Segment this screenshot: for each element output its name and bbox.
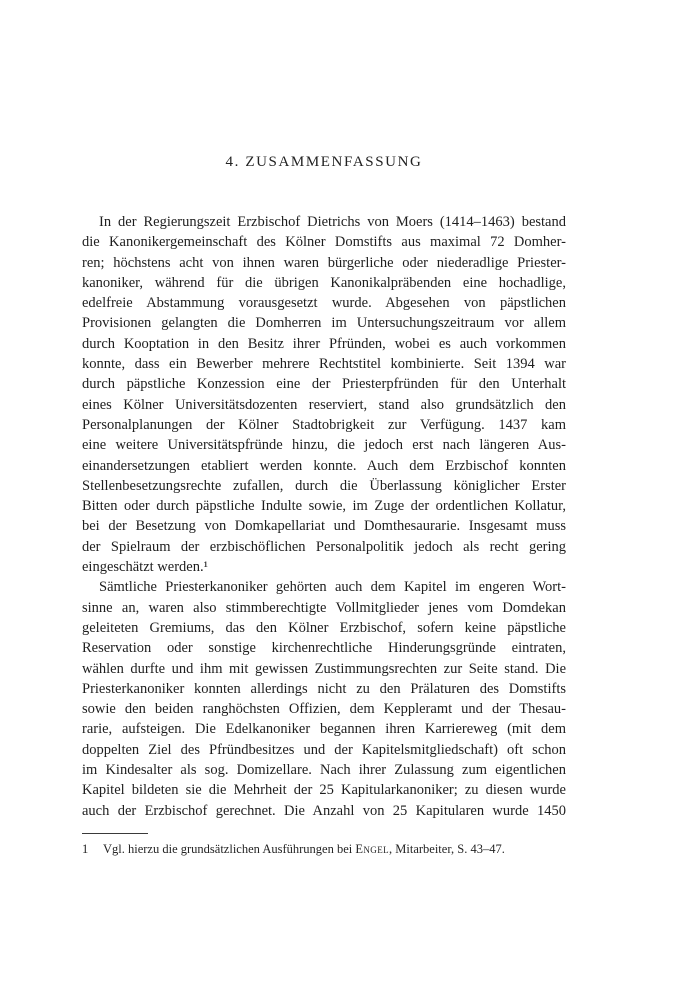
text-line: durch Kooptation in den Besitz ihrer Pfründen, wobei es auch vorkommen xyxy=(82,335,566,352)
text-line: Bitten oder durch päpstliche Indulte sowie, im Zuge der ordentlichen Kollatur, xyxy=(82,498,566,515)
text-line: bei der Besetzung von Domkapellariat und Domthesaurarie. Insgesamt muss xyxy=(82,518,566,535)
footnote-text-before: Vgl. hierzu die grundsätzlichen Ausführungen bei xyxy=(103,841,356,856)
text-line: der Spielraum der erzbischöflichen Personalpolitik jedoch als recht gering xyxy=(82,538,566,555)
text-line: rarie, aufsteigen. Die Edelkanoniker begannen ihren Karriereweg (mit dem xyxy=(82,721,566,738)
footnote-number: 1 xyxy=(82,841,89,856)
text-line: eingeschätzt werden.¹ xyxy=(82,559,208,576)
text-line: auch der Erzbischof gerechnet. Die Anzahl von 25 Kapitularen wurde 1450 xyxy=(82,802,566,819)
text-column xyxy=(82,0,566,858)
text-line: geleiteten Gremiums, das den Kölner Erzbischof, sofern keine päpstliche xyxy=(82,619,566,636)
text-line: Stellenbesetzungsrechte zufallen, durch die Überlassung königlicher Erster xyxy=(82,477,566,494)
footnote-text xyxy=(103,841,566,858)
text-line: doppelten Ziel des Pfründbesitzes und der Kapitelsmitgliedschaft) oft schon xyxy=(82,741,566,758)
text-line: im Kindesalter als sog. Domizellare. Nach ihrer Zulassung zum eigentlichen xyxy=(82,762,566,779)
text-line: sowie den beiden ranghöchsten Offizien, dem Keppleramt und der Thesau- xyxy=(82,701,566,718)
chapter-heading: 4. ZUSAMMENFASSUNG xyxy=(225,154,423,170)
text-line: Personalplanungen der Kölner Stadtobrigkeit zur Verfügung. 1437 kam xyxy=(82,416,566,433)
text-line: wählen durfte und ihm mit gewissen Zustimmungsrechten zur Seite stand. Die xyxy=(82,660,566,677)
text-line: Provisionen gelangten die Domherren im Untersuchungszeitraum vor allem xyxy=(82,315,566,332)
footnote-author: Engel xyxy=(355,841,390,856)
text-line: In der Regierungszeit Erzbischof Dietrichs von Moers (1414–1463) bestand xyxy=(99,214,566,230)
text-line: eines Kölner Universitätsdozenten reserviert, stand also grundsätzlich den xyxy=(82,396,566,413)
text-line: ren; höchstens acht von ihnen waren bürgerliche oder niederadlige Priester- xyxy=(82,254,566,271)
text-line: Sämtliche Priesterkanoniker gehörten auch dem Kapitel im engeren Wort- xyxy=(99,579,566,596)
body-text xyxy=(82,212,566,821)
text-line: die Kanonikergemeinschaft des Kölner Domstifts aus maximal 72 Domher- xyxy=(82,234,566,251)
text-line: eine weitere Universitätspfründe hinzu, die jedoch erst nach längeren Aus- xyxy=(82,437,566,454)
paragraph xyxy=(82,577,566,821)
footnote-text-after: , Mitarbeiter, S. 43–47. xyxy=(389,841,505,856)
text-line: einandersetzungen etabliert werden konnte. Auch dem Erzbischof konnten xyxy=(82,457,566,474)
text-line: Reservation oder sonstige kirchenrechtliche Hinderungsgründe eintraten, xyxy=(82,640,566,657)
text-line: Kapitel bildeten sie die Mehrheit der 25 Kapitularkanoniker; zu diesen wurde xyxy=(82,782,566,799)
footnote-separator xyxy=(82,833,148,834)
text-line: kanoniker, während für die übrigen Kanonikalpräbenden eine hochadlige, xyxy=(82,274,566,291)
text-line: edelfreie Abstammung vorausgesetzt wurde. Abgesehen von päpstlichen xyxy=(82,295,566,312)
text-line: sinne an, waren also stimmberechtigte Vollmitglieder jenes vom Domdekan xyxy=(82,599,566,616)
footnote xyxy=(82,841,566,858)
text-line: konnte, dass ein Bewerber mehrere Rechtstitel kombinierte. Seit 1394 war xyxy=(82,356,566,373)
paragraph xyxy=(82,212,566,577)
text-line: Priesterkanoniker konnten allerdings nicht zu den Prälaturen des Domstifts xyxy=(82,680,566,697)
text-line: durch päpstliche Konzession eine der Priesterpfründen für den Unterhalt xyxy=(82,376,566,393)
